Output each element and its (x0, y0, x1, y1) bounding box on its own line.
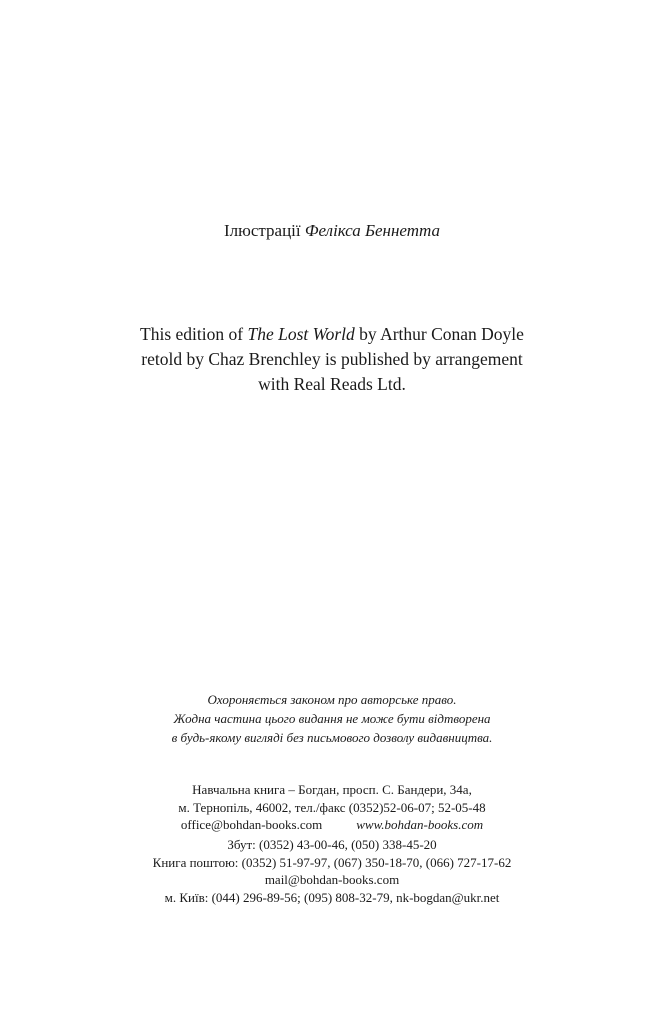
sales-info (0, 836, 664, 906)
edition-line-1 (0, 322, 664, 347)
edition-notice (0, 322, 664, 397)
illustrator-name: Фелікса Беннетта (304, 221, 440, 240)
copyright-notice (0, 690, 664, 747)
sales-line: mail@bohdan-books.com (264, 872, 400, 887)
edition-line-2: retold by Chaz Brenchley is published by arrangement (141, 349, 523, 369)
edition-line-1-after: by Arthur Conan Doyle (354, 324, 524, 344)
book-title: The Lost World (247, 324, 355, 344)
sales-line: Книга поштою: (0352) 51-97-97, (067) 350-18-70, (066) 727-17-62 (152, 854, 512, 870)
edition-line-3: with Real Reads Ltd. (258, 374, 406, 394)
publisher-website: www.bohdan-books.com (356, 817, 484, 832)
illustrator-credit (0, 218, 664, 244)
publisher-city-phone: м. Тернопіль, 46002, тел./факс (0352)52-06-07; 52-05-48 (178, 799, 486, 815)
publisher-email: office@bohdan-books.com (180, 817, 323, 832)
copyright-line: Жодна частина цього видання не може бути відтворена (173, 711, 491, 726)
publisher-info (0, 781, 664, 834)
sales-line: Збут: (0352) 43-00-46, (050) 338-45-20 (227, 837, 437, 852)
copyright-line: в будь-якому вигляді без письмового дозволу видавництва. (171, 730, 493, 745)
publisher-address: Навчальна книга – Богдан, просп. С. Бандери, 34а, (192, 782, 472, 797)
copyright-line: Охороняється законом про авторське право. (207, 692, 457, 707)
publisher-contacts (0, 816, 664, 834)
sales-line: м. Київ: (044) 296-89-56; (095) 808-32-79, nk-bogdan@ukr.net (164, 889, 500, 905)
illustrator-prefix: Ілюстрації (224, 221, 305, 240)
edition-line-1-before: This edition of (140, 324, 248, 344)
